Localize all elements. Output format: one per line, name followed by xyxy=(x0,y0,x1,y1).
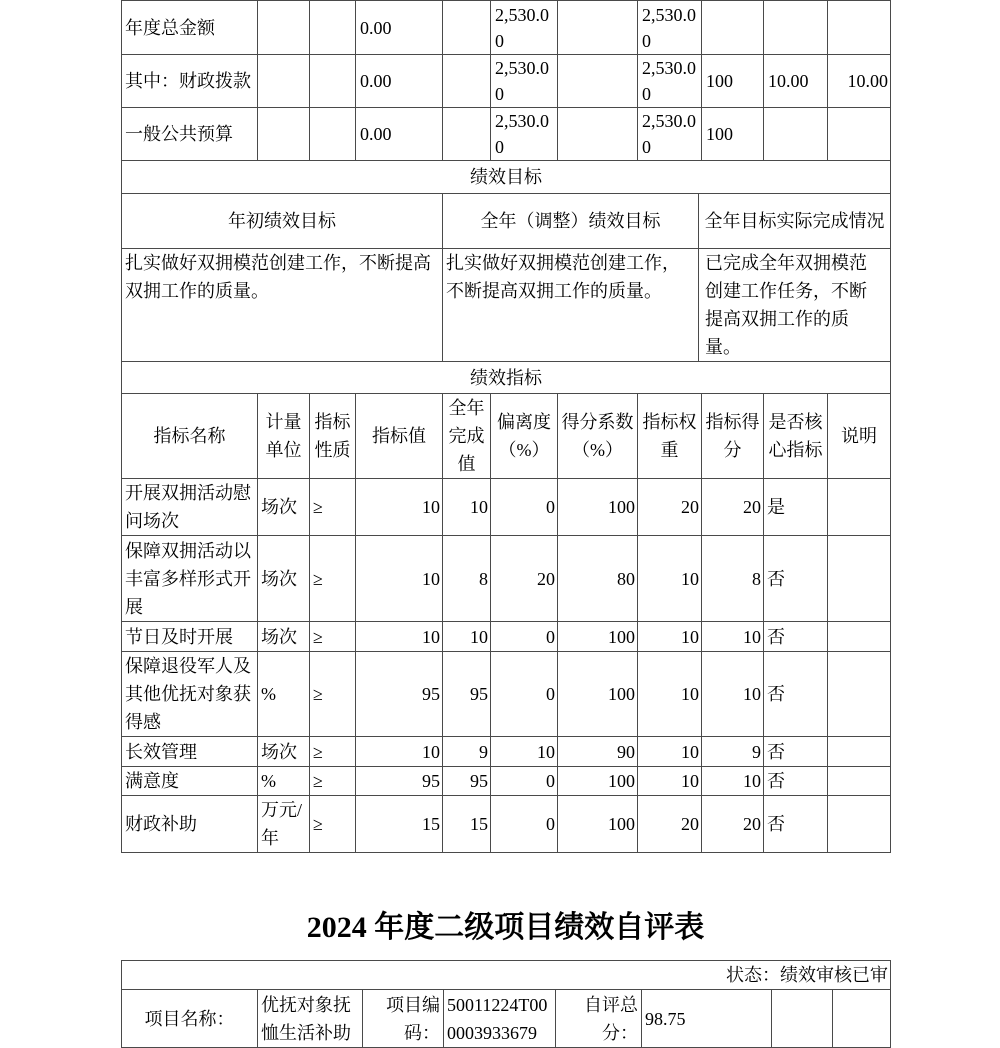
indicator-coefficient: 90 xyxy=(558,737,638,767)
indicator-name: 保障双拥活动以丰富多样形式开展 xyxy=(122,536,258,622)
indicator-row xyxy=(122,737,891,767)
indicator-note xyxy=(828,536,891,622)
funding-row-label: 其中：财政拨款 xyxy=(122,55,258,108)
project-code-value: 50011224T000003933679 xyxy=(444,990,556,1048)
indicator-nature: ≥ xyxy=(310,737,356,767)
funding-cell xyxy=(764,108,828,161)
funding-cell-amount: 2,530.00 xyxy=(491,55,558,108)
indicator-name: 满意度 xyxy=(122,767,258,796)
indicator-name: 保障退役军人及其他优抚对象获得感 xyxy=(122,652,258,737)
indicator-unit: 场次 xyxy=(258,536,310,622)
indicator-note xyxy=(828,622,891,652)
indicator-core-flag: 否 xyxy=(764,536,828,622)
indicator-deviation: 10 xyxy=(491,737,558,767)
indicator-completed: 95 xyxy=(443,767,491,796)
goals-value-row xyxy=(122,249,891,362)
funding-cell-budget: 0.00 xyxy=(356,55,443,108)
funding-cell-score: 10.00 xyxy=(828,55,891,108)
col-header-core-indicator: 是否核心指标 xyxy=(764,394,828,479)
indicator-coefficient: 100 xyxy=(558,479,638,536)
indicator-deviation: 0 xyxy=(491,767,558,796)
indicator-coefficient: 100 xyxy=(558,796,638,853)
indicator-completed: 8 xyxy=(443,536,491,622)
indicators-header-row xyxy=(122,394,891,479)
goal-adjusted-text: 扎实做好双拥模范创建工作，不断提高双拥工作的质量。 xyxy=(443,249,699,362)
empty-cell xyxy=(833,990,891,1048)
indicator-unit: 万元/年 xyxy=(258,796,310,853)
funding-cell xyxy=(558,108,638,161)
indicator-weight: 20 xyxy=(638,796,702,853)
indicator-score: 20 xyxy=(702,479,764,536)
indicator-coefficient: 100 xyxy=(558,767,638,796)
funding-cell-amount: 2,530.00 xyxy=(638,108,702,161)
funding-cell xyxy=(702,1,764,55)
goals-banner-row xyxy=(122,161,891,194)
indicator-deviation: 20 xyxy=(491,536,558,622)
indicator-unit: 场次 xyxy=(258,622,310,652)
indicator-row xyxy=(122,479,891,536)
indicator-coefficient: 100 xyxy=(558,652,638,737)
indicator-completed: 10 xyxy=(443,479,491,536)
page-title: 2024 年度二级项目绩效自评表 xyxy=(306,911,705,944)
funding-row-public-budget xyxy=(122,108,891,161)
indicator-deviation: 0 xyxy=(491,479,558,536)
self-evaluation-sheet xyxy=(121,0,890,1048)
funding-cell xyxy=(828,108,891,161)
goals-header-row xyxy=(122,194,891,249)
col-header-nature: 指标性质 xyxy=(310,394,356,479)
col-header-weight: 指标权重 xyxy=(638,394,702,479)
indicator-note xyxy=(828,796,891,853)
indicator-core-flag: 否 xyxy=(764,796,828,853)
funding-cell xyxy=(258,1,310,55)
project-summary-table xyxy=(121,960,891,1048)
indicator-row xyxy=(122,767,891,796)
indicator-completed: 95 xyxy=(443,652,491,737)
performance-indicators-table xyxy=(121,361,891,853)
funding-cell-amount: 2,530.00 xyxy=(638,55,702,108)
funding-cell xyxy=(310,1,356,55)
col-header-score: 指标得分 xyxy=(702,394,764,479)
indicator-completed: 15 xyxy=(443,796,491,853)
indicator-core-flag: 否 xyxy=(764,737,828,767)
funding-cell xyxy=(310,108,356,161)
funding-cell xyxy=(443,55,491,108)
status-text: 状态：绩效审核已审 xyxy=(122,961,891,990)
indicator-weight: 10 xyxy=(638,737,702,767)
indicator-core-flag: 否 xyxy=(764,767,828,796)
funding-cell-score: 10.00 xyxy=(764,55,828,108)
col-header-completed-value: 全年完成值 xyxy=(443,394,491,479)
funding-row-label: 年度总金额 xyxy=(122,1,258,55)
funding-cell-amount: 2,530.00 xyxy=(491,1,558,55)
funding-cell xyxy=(558,55,638,108)
self-score-value: 98.75 xyxy=(642,990,772,1048)
project-name-value: 优抚对象抚恤生活补助 xyxy=(258,990,363,1048)
indicator-unit: % xyxy=(258,767,310,796)
status-row xyxy=(122,961,891,990)
funding-cell-budget: 0.00 xyxy=(356,108,443,161)
indicator-target: 10 xyxy=(356,479,443,536)
indicator-note xyxy=(828,479,891,536)
funding-row-label: 一般公共预算 xyxy=(122,108,258,161)
indicator-completed: 9 xyxy=(443,737,491,767)
funding-row-annual-total xyxy=(122,1,891,55)
col-header-unit: 计量单位 xyxy=(258,394,310,479)
indicator-score: 20 xyxy=(702,796,764,853)
project-code-label: 项目编码： xyxy=(363,990,444,1048)
indicator-row xyxy=(122,536,891,622)
indicator-unit: 场次 xyxy=(258,737,310,767)
funding-cell xyxy=(828,1,891,55)
indicator-row xyxy=(122,652,891,737)
indicator-core-flag: 否 xyxy=(764,622,828,652)
indicator-nature: ≥ xyxy=(310,652,356,737)
goals-header-adjusted: 全年（调整）绩效目标 xyxy=(443,194,699,249)
indicator-nature: ≥ xyxy=(310,479,356,536)
col-header-target-value: 指标值 xyxy=(356,394,443,479)
goal-initial-text: 扎实做好双拥模范创建工作，不断提高双拥工作的质量。 xyxy=(122,249,443,362)
indicator-nature: ≥ xyxy=(310,796,356,853)
indicator-score: 9 xyxy=(702,737,764,767)
funding-cell xyxy=(258,108,310,161)
indicator-weight: 10 xyxy=(638,767,702,796)
col-header-score-coefficient: 得分系数（%） xyxy=(558,394,638,479)
funding-cell xyxy=(258,55,310,108)
funding-cell xyxy=(443,108,491,161)
indicator-nature: ≥ xyxy=(310,622,356,652)
col-header-deviation: 偏离度（%） xyxy=(491,394,558,479)
indicator-weight: 10 xyxy=(638,652,702,737)
section-title-performance-goals: 绩效目标 xyxy=(122,161,891,194)
indicator-target: 95 xyxy=(356,767,443,796)
indicator-target: 10 xyxy=(356,536,443,622)
funding-cell-percent: 100 xyxy=(702,55,764,108)
funding-cell xyxy=(310,55,356,108)
section-title-performance-indicators: 绩效指标 xyxy=(122,362,891,394)
indicator-row xyxy=(122,796,891,853)
indicator-target: 10 xyxy=(356,622,443,652)
self-score-label: 自评总分： xyxy=(556,990,642,1048)
indicator-score: 10 xyxy=(702,767,764,796)
indicator-unit: % xyxy=(258,652,310,737)
indicator-weight: 10 xyxy=(638,622,702,652)
indicator-score: 10 xyxy=(702,622,764,652)
indicator-deviation: 0 xyxy=(491,796,558,853)
indicator-coefficient: 80 xyxy=(558,536,638,622)
project-info-row xyxy=(122,990,891,1048)
col-header-note: 说明 xyxy=(828,394,891,479)
annual-funding-table xyxy=(121,0,891,161)
indicator-coefficient: 100 xyxy=(558,622,638,652)
funding-row-fiscal-allocation xyxy=(122,55,891,108)
indicator-name: 财政补助 xyxy=(122,796,258,853)
indicator-core-flag: 是 xyxy=(764,479,828,536)
indicator-note xyxy=(828,767,891,796)
indicators-banner-row xyxy=(122,362,891,394)
goal-actual-text: 已完成全年双拥模范创建工作任务，不断提高双拥工作的质量。 xyxy=(699,249,891,362)
indicator-score: 8 xyxy=(702,536,764,622)
indicator-note xyxy=(828,652,891,737)
funding-cell-amount: 2,530.00 xyxy=(491,108,558,161)
funding-cell xyxy=(764,1,828,55)
empty-cell xyxy=(772,990,833,1048)
indicator-name: 开展双拥活动慰问场次 xyxy=(122,479,258,536)
indicator-completed: 10 xyxy=(443,622,491,652)
funding-cell-amount: 2,530.00 xyxy=(638,1,702,55)
indicator-name: 长效管理 xyxy=(122,737,258,767)
indicator-nature: ≥ xyxy=(310,536,356,622)
indicator-target: 15 xyxy=(356,796,443,853)
goals-header-actual: 全年目标实际完成情况 xyxy=(699,194,891,249)
indicator-core-flag: 否 xyxy=(764,652,828,737)
indicator-weight: 20 xyxy=(638,479,702,536)
col-header-indicator-name: 指标名称 xyxy=(122,394,258,479)
funding-cell-budget: 0.00 xyxy=(356,1,443,55)
indicator-deviation: 0 xyxy=(491,622,558,652)
indicator-note xyxy=(828,737,891,767)
indicator-nature: ≥ xyxy=(310,767,356,796)
indicator-unit: 场次 xyxy=(258,479,310,536)
funding-cell xyxy=(558,1,638,55)
indicator-weight: 10 xyxy=(638,536,702,622)
indicator-row xyxy=(122,622,891,652)
indicator-target: 95 xyxy=(356,652,443,737)
funding-cell xyxy=(443,1,491,55)
indicator-deviation: 0 xyxy=(491,652,558,737)
funding-cell-percent: 100 xyxy=(702,108,764,161)
indicator-name: 节日及时开展 xyxy=(122,622,258,652)
indicator-score: 10 xyxy=(702,652,764,737)
indicator-target: 10 xyxy=(356,737,443,767)
project-name-label: 项目名称： xyxy=(122,990,258,1048)
goals-header-initial: 年初绩效目标 xyxy=(122,194,443,249)
performance-goals-table xyxy=(121,160,891,362)
